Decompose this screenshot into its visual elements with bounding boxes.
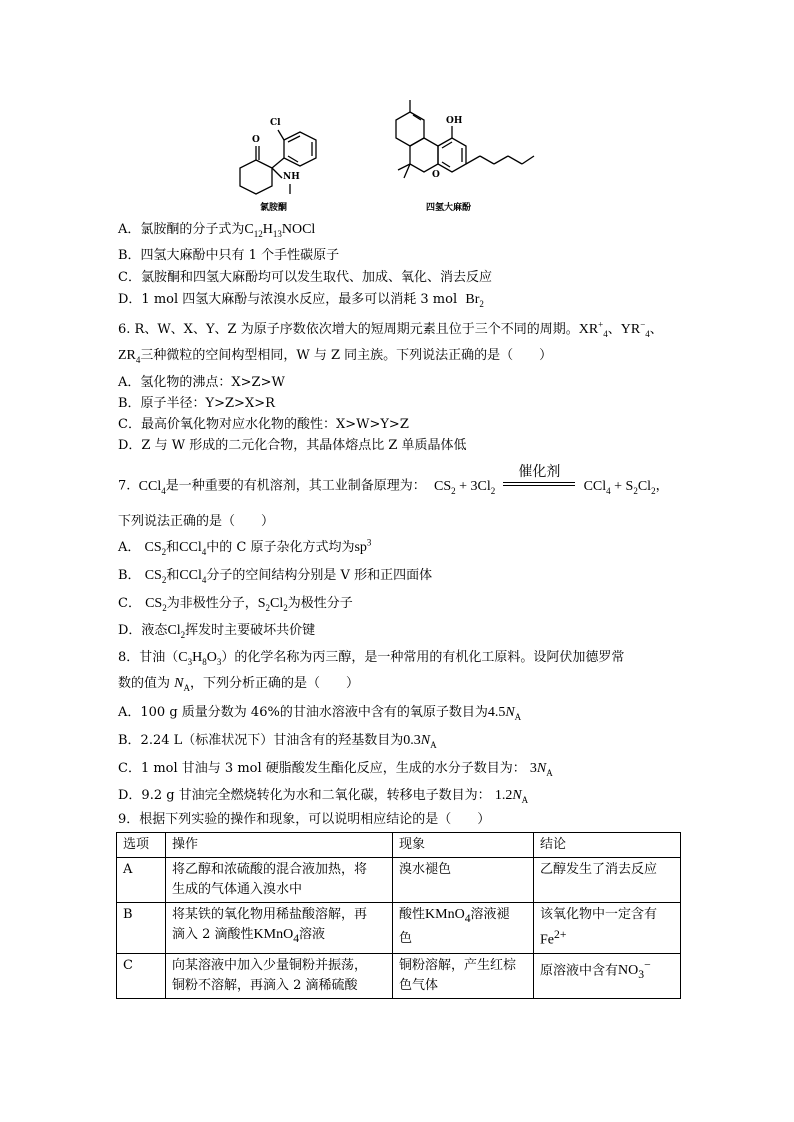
atom-cl-label: Cl xyxy=(270,118,281,128)
q7-option-d: D．液态$Cl_2$挥发时主要破坏共价键 xyxy=(118,623,316,640)
q8-option-d: D．9.2 g 甘油完全燃烧转化为水和二氧化碳，转移电子数目为： $1.2N_A$ xyxy=(118,788,529,805)
row-a-option: A xyxy=(117,858,166,903)
ketamine-name-label: 氯胺酮 xyxy=(260,203,288,213)
q6-stem-line2: $ZR_4$三种微粒的空间构型相同，W 与 Z 同主族。下列说法正确的是（ ） xyxy=(118,348,553,365)
row-c-phenomenon: 铜粉溶解，产生红棕 色气体 xyxy=(393,953,534,998)
q6-option-c: C．最高价氧化物对应水化物的酸性：X>W>Y>Z xyxy=(118,417,409,432)
table-row xyxy=(117,903,681,954)
q6-option-a: A．氢化物的沸点：X>Z>W xyxy=(118,375,285,390)
atom-o-label: O xyxy=(432,170,440,180)
table-row xyxy=(117,953,681,998)
q7-option-a: A． $CS_2$和CCl$_4$中的 C 原子杂化方式均为$sp^3$ xyxy=(118,537,372,557)
thc-name-label: 四氢大麻酚 xyxy=(426,203,472,213)
header-option: 选项 xyxy=(117,833,166,858)
q5-option-c: C．氯胺酮和四氢大麻酚均可以发生取代、加成、氧化、消去反应 xyxy=(118,270,492,285)
q8-option-c: C．1 mol 甘油与 3 mol 硬脂酸发生酯化反应，生成的水分子数目为： $3N_A$ xyxy=(118,761,553,778)
thc-structure xyxy=(378,90,538,218)
header-phenomenon: 现象 xyxy=(393,833,534,858)
row-c-conclusion: 原溶液中含有$NO_3^-$ xyxy=(534,953,681,998)
q8-stem-line1: 8．甘油$(C_3H_8O_3)$的化学名称为丙三醇，是一种常用的有机化工原料。设阿伏加德罗常 xyxy=(118,650,625,667)
thc-structure-svg xyxy=(378,90,538,218)
row-b-conclusion: 该氧化物中一定含有 $Fe^{2+}$ xyxy=(534,903,681,954)
q7-equation: $CS_2 + 3Cl_2$ xyxy=(434,478,496,496)
q9-stem: 9．根据下列实验的操作和现象，可以说明相应结论的是（ ） xyxy=(118,812,491,827)
catalyst-label: 催化剂 xyxy=(518,464,561,480)
q8-stem-line2: 数的值为 $N_A$，下列分析正确的是（ ） xyxy=(118,676,360,693)
header-conclusion: 结论 xyxy=(534,833,681,858)
q7-option-c: C． $CS_2$为非极性分子，$S_2Cl_2$为极性分子 xyxy=(118,596,353,613)
row-b-operation: 将某铁的氧化物用稀盐酸溶解，再 滴入 2 滴酸性KMnO$_4$溶液 xyxy=(166,903,393,954)
q7-stem-line2: 下列说法正确的是（ ） xyxy=(118,514,275,529)
atom-nh-label: NH xyxy=(283,172,300,182)
q7-stem-line1: 7. CCl$_4$是一种重要的有机溶剂，其工业制备原理为： $CS_2 + 3Cl_2$ 催化剂 $CCl_4 + S_2Cl_2$， xyxy=(118,464,669,496)
row-a-phenomenon: 溴水褪色 xyxy=(393,858,534,903)
row-c-option: C xyxy=(117,953,166,998)
q6-stem-line1: 6. R、W、X、Y、Z 为原子序数依次增大的短周期元素且位于三个不同的周期。$XR^+_4$、$YR^-_4$、 xyxy=(118,319,663,339)
atom-o-label: O xyxy=(252,135,260,145)
q8-option-b: B．2.24 L（标准状况下）甘油含有的羟基数目为$0.3N_A$ xyxy=(118,733,437,750)
atom-oh-label: OH xyxy=(446,116,463,126)
q6-option-b: B．原子半径：Y>Z>X>R xyxy=(118,396,275,411)
q7-reaction-arrow xyxy=(503,464,575,494)
ketamine-structure xyxy=(226,112,336,216)
header-operation: 操作 xyxy=(166,833,393,858)
q8-option-a: A．100 g 质量分数为 46%的甘油水溶液中含有的氧原子数目为$4.5N_A$ xyxy=(118,705,522,722)
q9-table xyxy=(116,832,681,999)
row-b-option: B xyxy=(117,903,166,954)
q5-option-b: B．四氢大麻酚中只有 1 个手性碳原子 xyxy=(118,248,340,263)
row-c-operation: 向某溶液中加入少量铜粉并振荡， 铜粉不溶解，再滴入 2 滴稀硫酸 xyxy=(166,953,393,998)
q5-option-a: A．氯胺酮的分子式为$C_{12}H_{13}NOCl$ xyxy=(118,222,316,239)
row-a-conclusion: 乙醇发生了消去反应 xyxy=(534,858,681,903)
table-row xyxy=(117,858,681,903)
table-header-row xyxy=(117,833,681,858)
q5-option-d: D．1 mol 四氢大麻酚与浓溴水反应，最多可以消耗 3 mol $Br_2$ xyxy=(118,292,484,309)
q6-option-d: D．Z 与 W 形成的二元化合物，其晶体熔点比 Z 单质晶体低 xyxy=(118,438,467,453)
q7-option-b: B． $CS_2$和CCl$_4$分子的空间结构分别是 V 形和正四面体 xyxy=(118,568,433,585)
row-b-phenomenon: 酸性KMnO$_4$溶液褪 色 xyxy=(393,903,534,954)
row-a-operation: 将乙醇和浓硫酸的混合液加热，将 生成的气体通入溴水中 xyxy=(166,858,393,903)
